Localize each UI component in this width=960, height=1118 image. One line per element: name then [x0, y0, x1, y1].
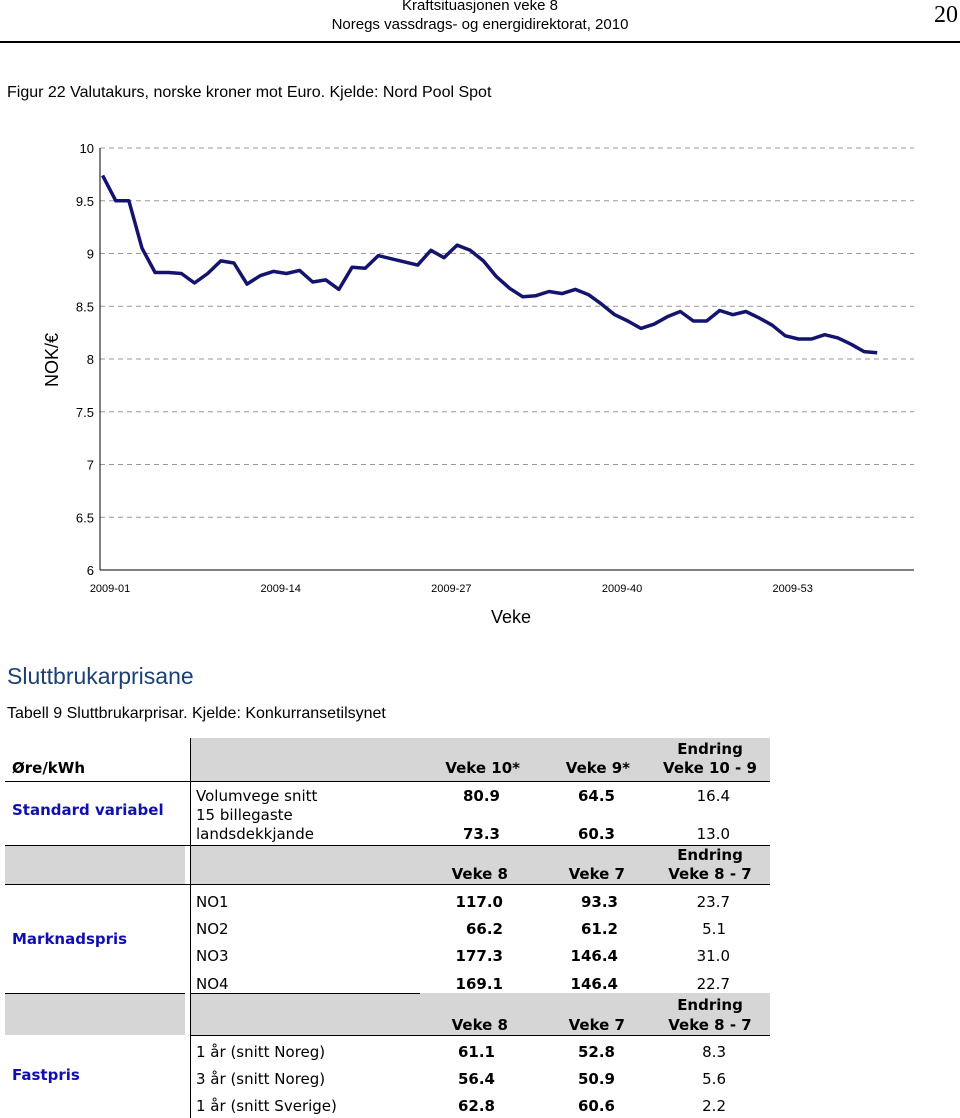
cell-value: 146.4 [570, 947, 618, 965]
y-axis-title: NOK/€ [42, 332, 62, 388]
row-label: 1 år (snitt Noreg) [196, 1043, 326, 1061]
table-rule [5, 781, 770, 782]
series-line-nok-eur [103, 175, 878, 352]
row-label: Volumvege snitt [196, 787, 318, 805]
y-tick-label: 7.5 [75, 404, 94, 420]
row-label: 3 år (snitt Noreg) [196, 1070, 326, 1088]
row-label: NO3 [196, 947, 229, 965]
y-axis-ticks [76, 141, 94, 578]
x-tick-label: 2009-53 [772, 583, 813, 595]
cell-value: 93.3 [580, 893, 618, 911]
y-tick-label: 6 [86, 563, 94, 578]
x-tick-label: 2009-40 [601, 583, 643, 595]
table-rule [190, 993, 420, 994]
col-header-change-top: Endring [677, 846, 743, 864]
cell-change: 16.4 [696, 787, 730, 805]
category-label-standard: Standard variabel [12, 801, 164, 819]
cell-value: 73.3 [462, 825, 500, 843]
y-tick-label: 6.5 [75, 510, 94, 526]
col-header-previous: Veke 9* [565, 759, 630, 777]
cell-value: 66.2 [465, 920, 503, 938]
cell-change: 5.6 [702, 1070, 726, 1088]
row-label: 1 år (snitt Sverige) [196, 1097, 337, 1115]
row-label: NO4 [196, 975, 229, 993]
cell-change: 13.0 [696, 825, 730, 843]
table-rule [190, 1035, 770, 1036]
x-axis-ticks [90, 583, 813, 595]
cell-value: 62.8 [457, 1097, 495, 1115]
row-label: NO2 [196, 920, 229, 938]
cell-change: 5.1 [702, 920, 726, 938]
y-tick-label: 9 [86, 246, 94, 262]
y-tick-label: 9.5 [75, 193, 94, 209]
cell-value: 146.4 [570, 975, 618, 993]
col-header-current: Veke 8 [451, 1016, 508, 1034]
cell-change: 8.3 [702, 1043, 726, 1061]
unit-label: Øre/kWh [12, 759, 86, 777]
col-header-change-bottom: Veke 8 - 7 [668, 865, 752, 883]
col-header-change-top: Endring [677, 996, 743, 1014]
col-header-change-bottom: Veke 8 - 7 [668, 1016, 752, 1034]
x-tick-label: 2009-01 [89, 583, 131, 595]
cell-value: 64.5 [577, 787, 615, 805]
col-header-change-top: Endring [677, 740, 743, 758]
cell-value: 56.4 [457, 1070, 495, 1088]
cell-value: 60.3 [577, 825, 615, 843]
cell-value: 117.0 [455, 893, 503, 911]
row-label: 15 billegaste [196, 806, 293, 824]
label-band-market [5, 846, 185, 884]
x-tick-label: 2009-14 [260, 583, 301, 595]
table-rule [190, 738, 191, 1118]
cell-value: 60.6 [577, 1097, 615, 1115]
category-label-market: Marknadspris [12, 930, 128, 948]
cell-value: 61.1 [457, 1043, 495, 1061]
row-label: NO1 [196, 893, 229, 911]
category-label-fixed: Fastpris [12, 1066, 80, 1084]
cell-change: 22.7 [696, 975, 730, 993]
y-tick-label: 7 [86, 457, 94, 473]
chart-gridlines [100, 148, 914, 517]
cell-change: 23.7 [696, 893, 730, 911]
cell-value: 52.8 [577, 1043, 615, 1061]
y-tick-label: 10 [79, 141, 94, 156]
document-title: Kraftsituasjonen veke 8 [402, 0, 558, 14]
page-number: 20 [934, 2, 958, 28]
cell-value: 61.2 [580, 920, 618, 938]
row-label: landsdekkjande [196, 825, 314, 843]
cell-change: 2.2 [702, 1097, 726, 1115]
y-tick-label: 8 [86, 352, 94, 367]
y-tick-label: 8.5 [75, 299, 94, 315]
cell-value: 50.9 [577, 1070, 615, 1088]
label-band-fixed [5, 993, 185, 1035]
table-rule [5, 993, 185, 994]
col-header-previous: Veke 7 [568, 1016, 625, 1034]
cell-value: 169.1 [455, 975, 503, 993]
figure-caption: Figur 22 Valutakurs, norske kroner mot Euro. Kjelde: Nord Pool Spot [7, 84, 492, 101]
col-header-previous: Veke 7 [568, 865, 625, 883]
cell-value: 177.3 [455, 947, 503, 965]
col-header-current: Veke 8 [451, 865, 508, 883]
table-caption: Tabell 9 Sluttbrukarprisar. Kjelde: Konkurransetilsynet [7, 705, 386, 722]
col-header-change-bottom: Veke 10 - 9 [663, 759, 757, 777]
section-heading: Sluttbrukarprisane [7, 663, 194, 689]
table-rule [5, 884, 770, 885]
cell-change: 31.0 [696, 947, 730, 965]
x-axis-title: Veke [490, 607, 532, 627]
document-subtitle: Noregs vassdrags- og energidirektorat, 2010 [331, 16, 629, 33]
x-tick-label: 2009-27 [431, 583, 472, 595]
col-header-current: Veke 10* [445, 759, 520, 777]
cell-value: 80.9 [462, 787, 500, 805]
